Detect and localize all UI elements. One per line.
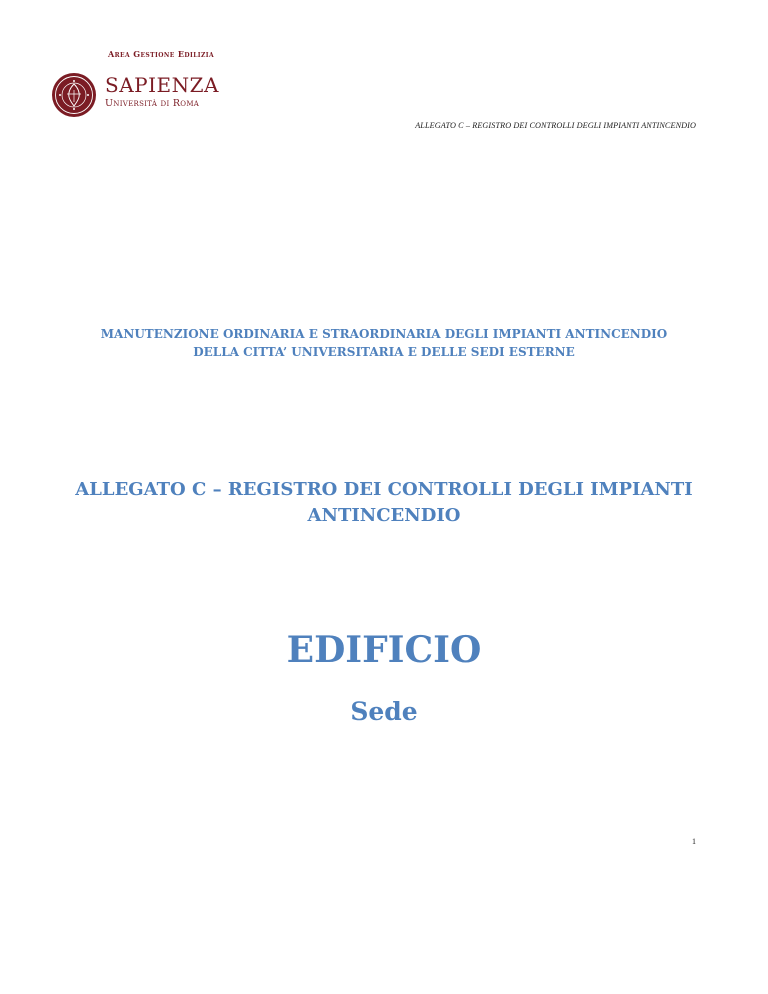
- sapienza-logo: [51, 72, 241, 118]
- site-title: Sede: [350, 697, 418, 726]
- annex-title-line-2: ANTINCENDIO: [307, 505, 461, 526]
- project-title-line-2: DELLA CITTA’ UNIVERSITARIA E DELLE SEDI ESTERNE: [193, 345, 575, 359]
- brand-subtitle: Università di Roma: [105, 98, 200, 109]
- building-title: EDIFICIO: [286, 629, 482, 671]
- university-seal-icon: [51, 72, 97, 118]
- page-number: 1: [692, 837, 696, 846]
- annex-title-line-1: ALLEGATO C – REGISTRO DEI CONTROLLI DEGLI IMPIANTI: [75, 479, 693, 500]
- area-gestione-label: Area Gestione Edilizia: [108, 49, 215, 59]
- brand-name: SAPIENZA: [105, 73, 219, 97]
- running-header: ALLEGATO C – REGISTRO DEI CONTROLLI DEGLI IMPIANTI ANTINCENDIO: [415, 121, 696, 130]
- project-title-line-1: MANUTENZIONE ORDINARIA E STRAORDINARIA DEGLI IMPIANTI ANTINCENDIO: [100, 327, 668, 341]
- project-title: [60, 325, 708, 361]
- annex-title: [60, 477, 708, 529]
